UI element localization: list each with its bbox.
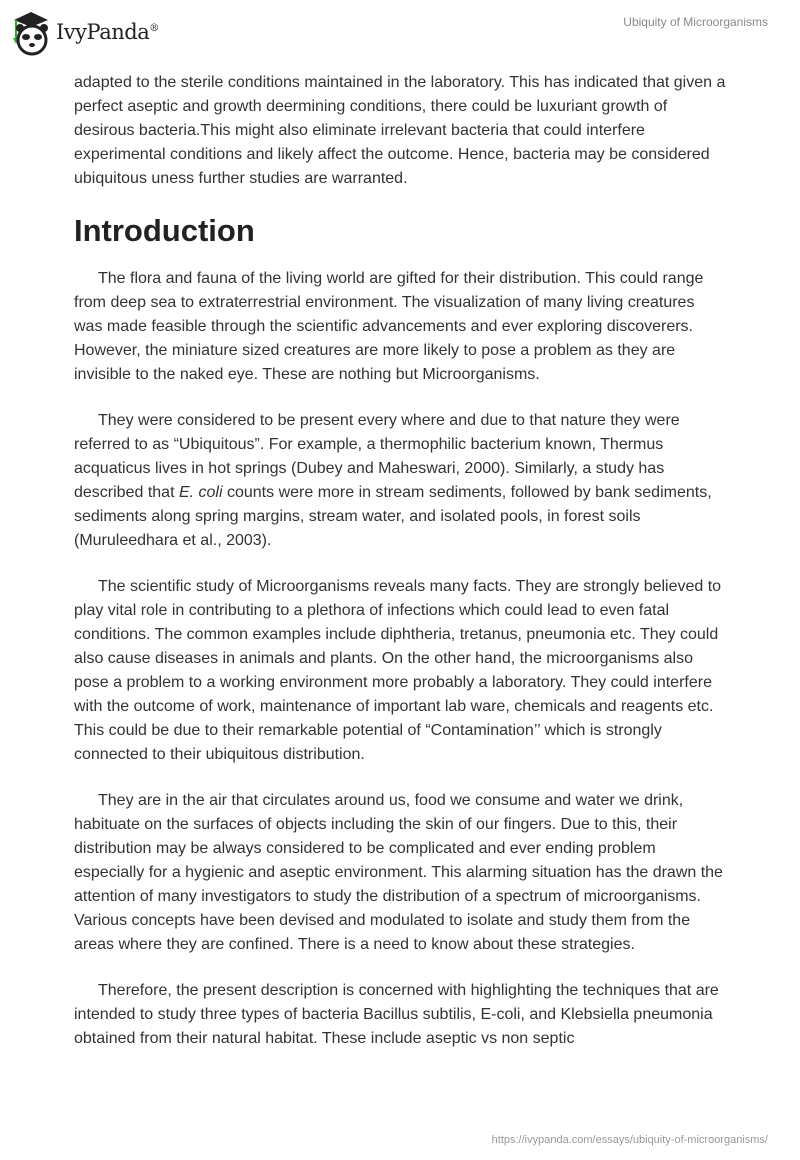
document-title: Ubiquity of Microorganisms: [623, 15, 768, 29]
paragraph: Therefore, the present description is concerned with highlighting the techniques that are intended to study three types of bacteria Bacillus subtilis, E-coli, and Klebsiella pneumonia obtained from their natural habitat. These include aseptic vs non septic: [74, 982, 719, 1047]
paragraph: The scientific study of Microorganisms reveals many facts. They are strongly believed to play vital role in contributing to a plethora of infections which could lead to even fatal conditions. The common examples include diphtheria, tretanus, pneumonia etc. They could also cause diseases in animals and plants. On the other hand, the microorganisms also pose a problem to a working environment more probably a laboratory. They could interfere with the outcome of work, maintenance of important lab ware, chemicals and reagents etc. This could be due to their remarkable potential of “Contamination’’ which is strongly connected to their ubiquitous distribution.: [74, 578, 722, 763]
italic-text: E. coli: [178, 484, 223, 501]
source-url[interactable]: https://ivypanda.com/essays/ubiquity-of-microorganisms/: [491, 1134, 768, 1146]
paragraph: They are in the air that circulates around us, food we consume and water we drink, habituate on the surfaces of objects including the skin of our fingers. Due to this, their distribution may be always considered to be complicated and ever ending problem especially for a hygienic and aseptic environment. This alarming situation has the drawn the attention of many investigators to study the distribution of a spectrum of microorganisms. Various concepts have been devised and modulated to isolate and study them from the areas where they are confined. There is a need to know about these strategies.: [74, 792, 723, 953]
ivypanda-logo[interactable]: [12, 8, 159, 56]
paragraph: [74, 409, 726, 553]
text: counts were more in stream sediments, followed by bank sediments, sediments along spring margins, stream water, and isolated pools, in forest soils (Muruleedhara et al., 2003).: [74, 484, 712, 549]
essay-content: [74, 71, 726, 1073]
paragraph: adapted to the sterile conditions maintained in the laboratory. This has indicated that given a perfect aseptic and growth deermining conditions, there could be luxuriant growth of desirous bacteria.This might also eliminate irrelevant bacteria that could interfere experimental conditions and likely affect the outcome. Hence, bacteria may be considered ubiquitous uness further studies are warranted.: [74, 74, 726, 187]
panda-graduate-icon: [12, 8, 50, 56]
brand-name: IvyPanda®: [56, 20, 159, 44]
section-heading: Introduction: [74, 213, 255, 248]
paragraph: The flora and fauna of the living world are gifted for their distribution. This could range from deep sea to extraterrestrial environment. The visualization of many living creatures was made feasible through the scientific advancements and ever exploring discoverers. However, the miniature sized creatures are more likely to pose a problem as they are invisible to the naked eye. These are nothing but Microorganisms.: [74, 270, 704, 383]
text: They were considered to be present every where and due to that nature they were referred to as “Ubiquitous”. For example, a thermophilic bacterium known, Thermus acquaticus lives in hot springs (Dubey and Maheswari, 2000). Similarly, a study has described that: [74, 412, 680, 501]
page-header: [0, 0, 800, 60]
